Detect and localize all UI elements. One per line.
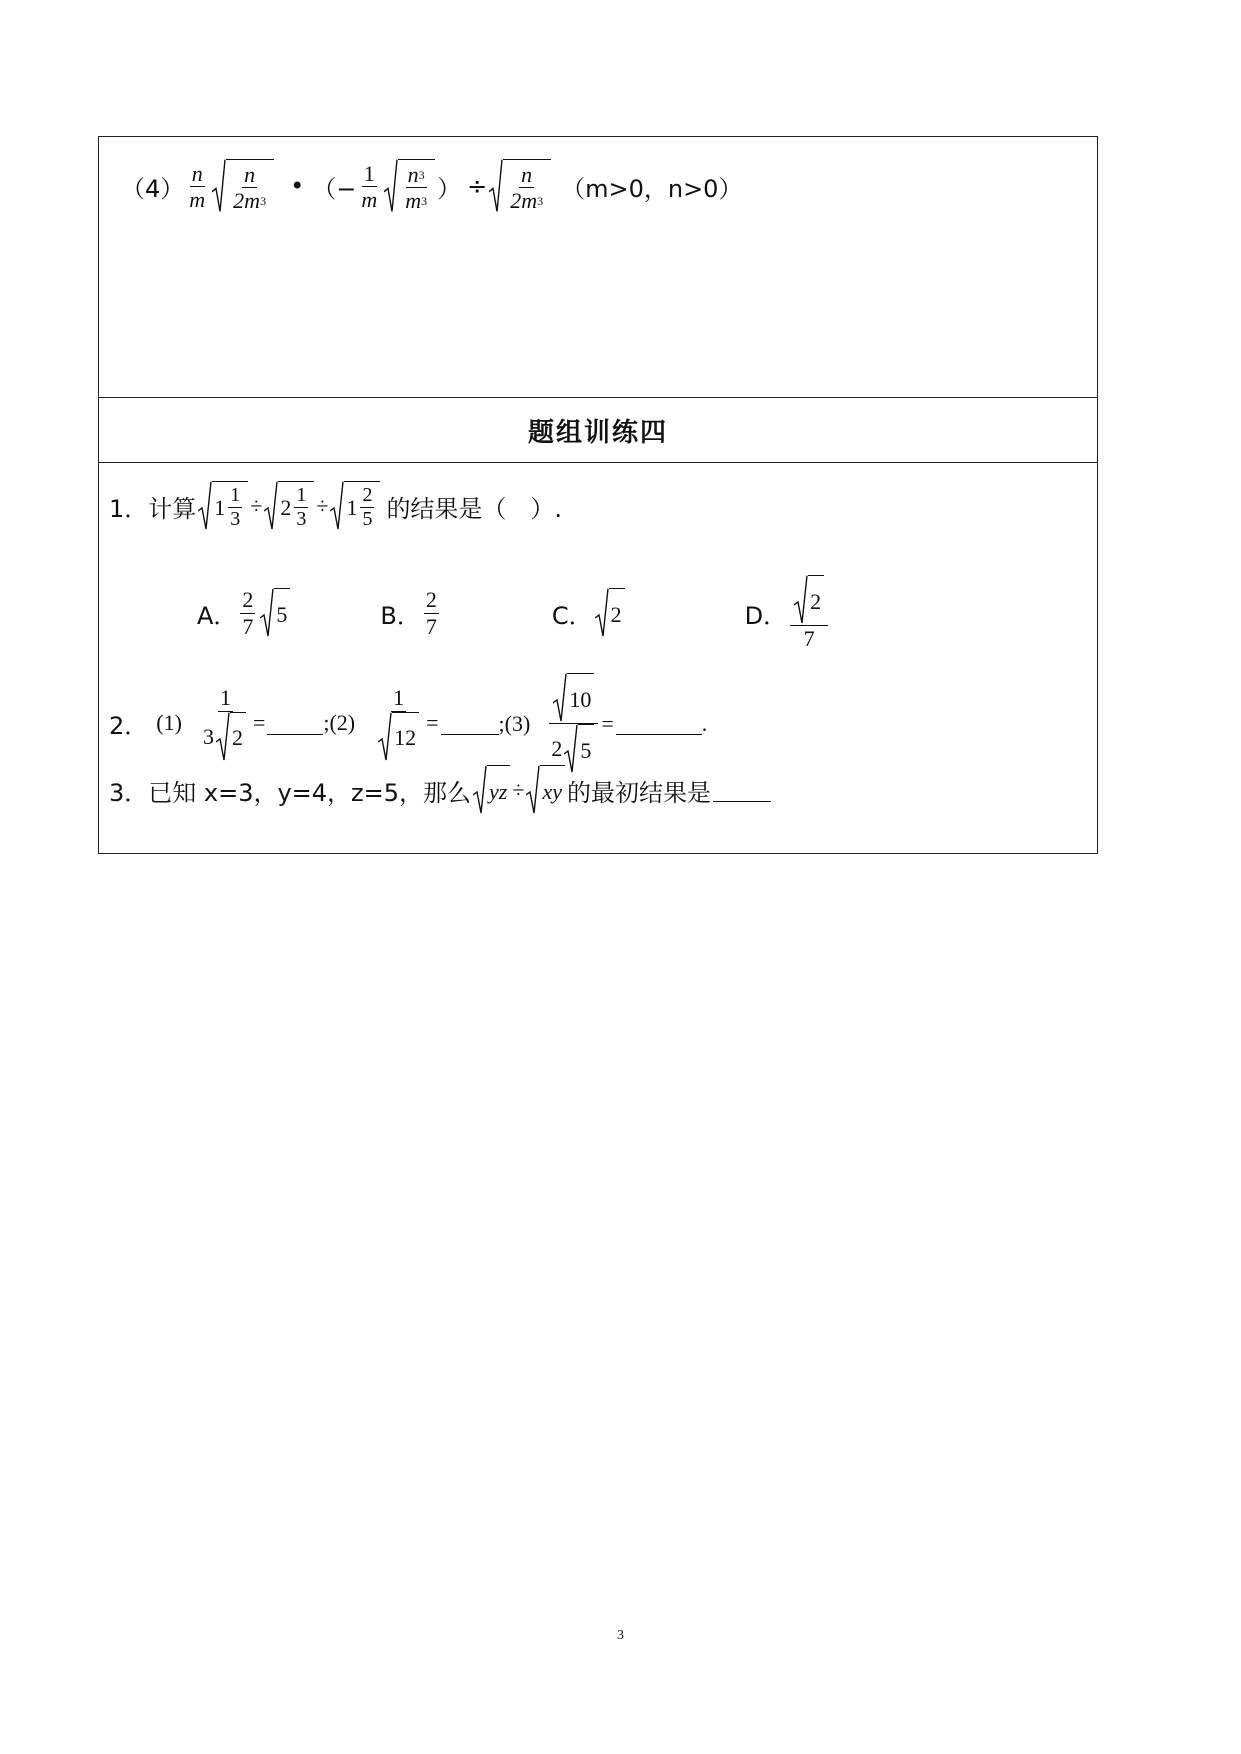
radical-sign-icon — [330, 481, 344, 531]
radical-sign-icon — [260, 588, 274, 638]
divide-operator: ÷ — [316, 493, 329, 518]
problem-4-cell — [99, 137, 1097, 398]
section-header — [99, 398, 1097, 463]
question-1 — [109, 481, 562, 531]
radical-sign-icon — [794, 575, 808, 625]
option-c: C． 2 — [552, 588, 627, 638]
problem-4-label: （4） — [121, 174, 185, 203]
question-2-part-2: ;(2) $\frac{1}{12}$ = — [323, 685, 498, 761]
worksheet-table — [98, 136, 1098, 854]
question-3-suffix: 的最初结果是 — [566, 778, 711, 807]
radical-sign-icon — [553, 673, 567, 723]
question-2-part-3: ;(3) 10 2 5 = . — [499, 673, 708, 774]
option-d: D． $\frac{2}{7}$ — [745, 575, 831, 651]
radical-sign-icon — [595, 588, 609, 638]
radical-sign-icon — [384, 159, 398, 214]
page-number: 3 — [617, 1628, 624, 1643]
answer-blank-4[interactable] — [713, 779, 771, 802]
question-2-part-1: (1) 1 3 2 = — [156, 685, 323, 761]
section-title: 题组训练四 — [527, 417, 668, 448]
question-3-prefix: 3．已知 x=3，y=4，z=5，那么 — [109, 778, 472, 807]
sqrt-mixed-2-1-3: 2 $\frac{1}{3}$ — [264, 481, 314, 531]
fraction-n-over-m: $\frac{n}{m}$ — [189, 160, 206, 212]
answer-blank-1[interactable] — [267, 712, 323, 735]
question-3-math: yz ÷ xy — [471, 765, 567, 815]
divide-operator: ÷ — [467, 172, 488, 201]
radical-sign-icon — [216, 712, 230, 762]
exercises-cell — [99, 463, 1097, 853]
radical-sign-icon — [198, 481, 212, 531]
problem-4-expression — [121, 159, 742, 214]
answer-blank-2[interactable] — [441, 712, 499, 735]
radical-sign-icon — [489, 159, 503, 214]
question-3 — [109, 765, 771, 815]
sqrt-n-over-2m3-a: n 2m 3 — [212, 159, 274, 214]
sqrt-n-over-2m3-b: n 2m 3 — [489, 159, 551, 214]
question-1-options — [197, 575, 831, 651]
option-b: B． $\frac{2}{7}$ — [380, 587, 437, 639]
problem-4-math — [184, 159, 276, 214]
question-2-label: 2． — [109, 712, 149, 740]
divide-operator: ÷ — [250, 493, 263, 518]
radical-sign-icon — [473, 765, 487, 815]
answer-blank-3[interactable] — [616, 712, 702, 735]
fraction-1-over-m: $\frac{1}{m}$ — [361, 160, 378, 212]
dot-operator: • — [290, 172, 305, 201]
radical-sign-icon — [264, 481, 278, 531]
sqrt-mixed-1-1-3: 1 $\frac{1}{3}$ — [198, 481, 248, 531]
option-a: A． $\frac{2}{7}$ 5 — [197, 587, 292, 639]
question-1-math — [196, 481, 382, 531]
sqrt-n3-over-m3: n 3 m 3 — [384, 159, 435, 214]
open-paren: （− — [312, 174, 357, 203]
radical-sign-icon — [212, 159, 226, 214]
radical-sign-icon — [526, 765, 540, 815]
question-2 — [109, 673, 707, 774]
question-1-label: 1．计算 — [109, 494, 197, 523]
question-1-tail: 的结果是（ ）. — [386, 494, 563, 523]
sqrt-mixed-1-2-5: 1 $\frac{2}{5}$ — [330, 481, 380, 531]
radical-sign-icon — [378, 712, 392, 762]
problem-4-condition: （m>0，n>0） — [561, 174, 743, 203]
close-paren: ） — [437, 174, 462, 203]
